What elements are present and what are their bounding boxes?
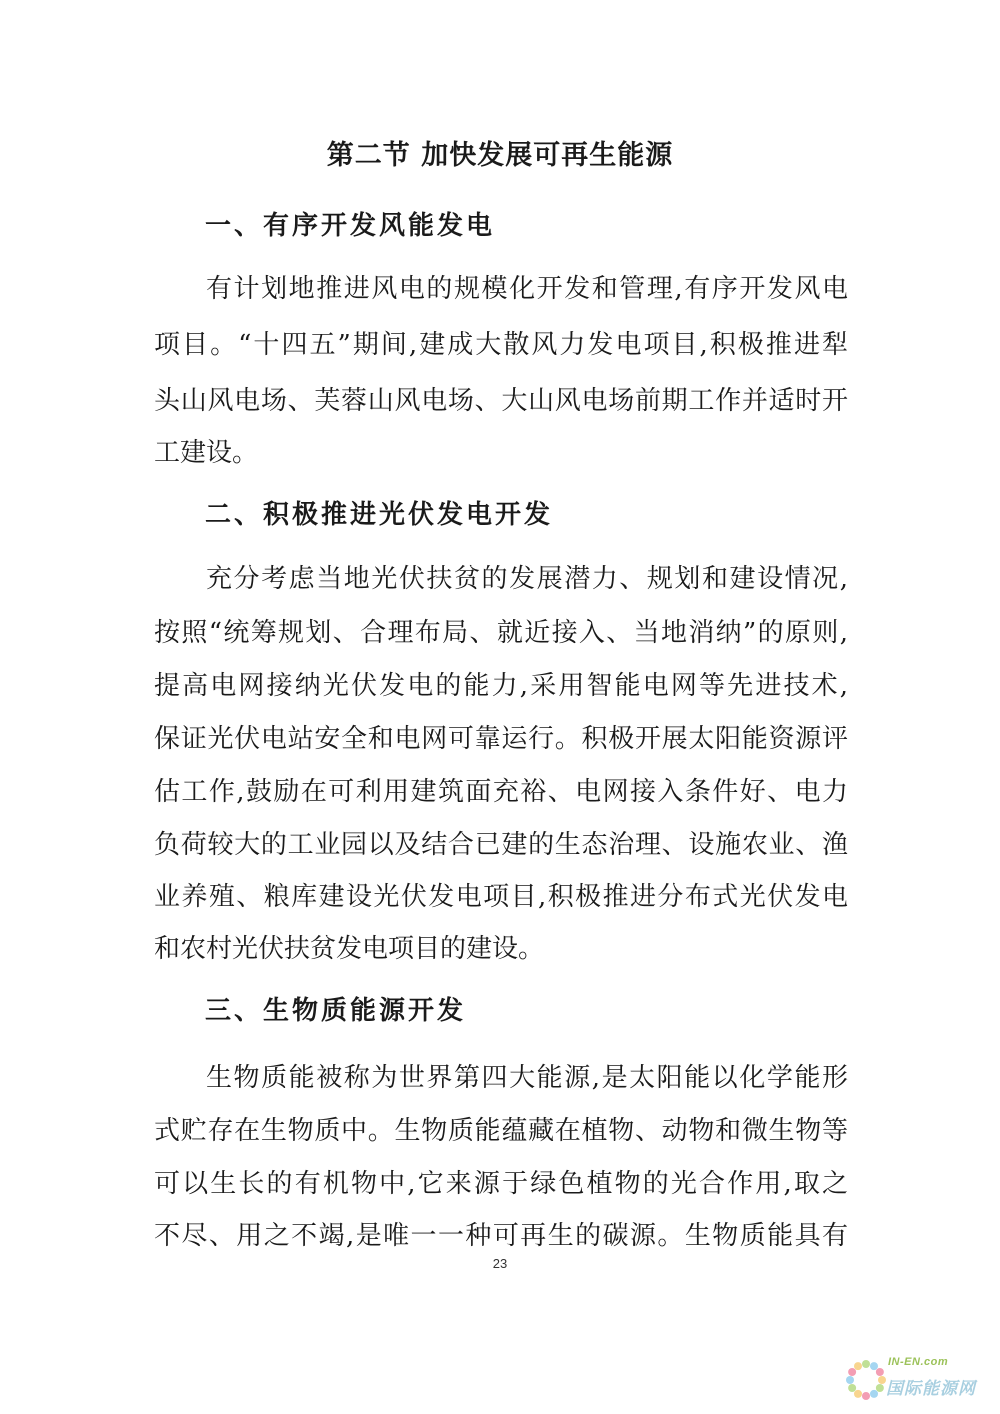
sun-ray [870, 1362, 878, 1370]
paragraph-line: 可以生长的有机物中,它来源于绿色植物的光合作用,取之 [154, 1169, 848, 1199]
sun-ray [862, 1392, 870, 1400]
sun-ray [876, 1384, 884, 1392]
paragraph-line: 提高电网接纳光伏发电的能力,采用智能电网等先进技术, [154, 671, 848, 701]
sun-ray [846, 1376, 854, 1384]
paragraph-line: 保证光伏电站安全和电网可靠运行。积极开展太阳能资源评 [154, 724, 848, 754]
sun-ray [878, 1376, 886, 1384]
sun-ray [848, 1368, 856, 1376]
heading-biomass-energy: 三、生物质能源开发 [205, 996, 467, 1026]
sun-ray [870, 1390, 878, 1398]
sun-ray [876, 1368, 884, 1376]
watermark-domain: IN-EN.com [888, 1356, 949, 1368]
paragraph-line: 估工作,鼓励在可利用建筑面充裕、电网接入条件好、电力 [154, 777, 848, 807]
paragraph-line: 充分考虑当地光伏扶贫的发展潜力、规划和建设情况, [206, 564, 848, 594]
heading-solar-power: 二、积极推进光伏发电开发 [205, 500, 554, 530]
paragraph-line: 生物质能被称为世界第四大能源,是太阳能以化学能形 [206, 1063, 848, 1093]
sun-ray [848, 1384, 856, 1392]
watermark-site-name: 国际能源网 [886, 1379, 976, 1399]
section-title: 第二节 加快发展可再生能源 [326, 140, 674, 171]
paragraph-line: 负荷较大的工业园以及结合已建的生态治理、设施农业、渔 [154, 830, 848, 860]
paragraph-line: 按照“统筹规划、合理布局、就近接入、当地消纳”的原则, [154, 618, 848, 648]
paragraph-line: 有计划地推进风电的规模化开发和管理,有序开发风电 [206, 274, 848, 304]
sun-ray [854, 1362, 862, 1370]
paragraph-line: 不尽、用之不竭,是唯一一种可再生的碳源。生物质能具有 [154, 1221, 848, 1251]
watermark [838, 1350, 988, 1406]
page-number: 23 [492, 1256, 508, 1271]
paragraph-line: 业养殖、粮库建设光伏发电项目,积极推进分布式光伏发电 [154, 882, 848, 912]
paragraph-line: 式贮存在生物质中。生物质能蕴藏在植物、动物和微生物等 [154, 1116, 848, 1146]
paragraph-line: 项目。“十四五”期间,建成大散风力发电项目,积极推进犁 [154, 330, 848, 360]
paragraph-line: 和农村光伏扶贫发电项目的建设。 [154, 934, 545, 964]
paragraph-line: 工建设。 [154, 438, 259, 468]
heading-wind-power: 一、有序开发风能发电 [205, 211, 496, 241]
sun-ray [862, 1360, 870, 1368]
paragraph-line: 头山风电场、芙蓉山风电场、大山风电场前期工作并适时开 [154, 386, 848, 416]
sun-ray [854, 1390, 862, 1398]
